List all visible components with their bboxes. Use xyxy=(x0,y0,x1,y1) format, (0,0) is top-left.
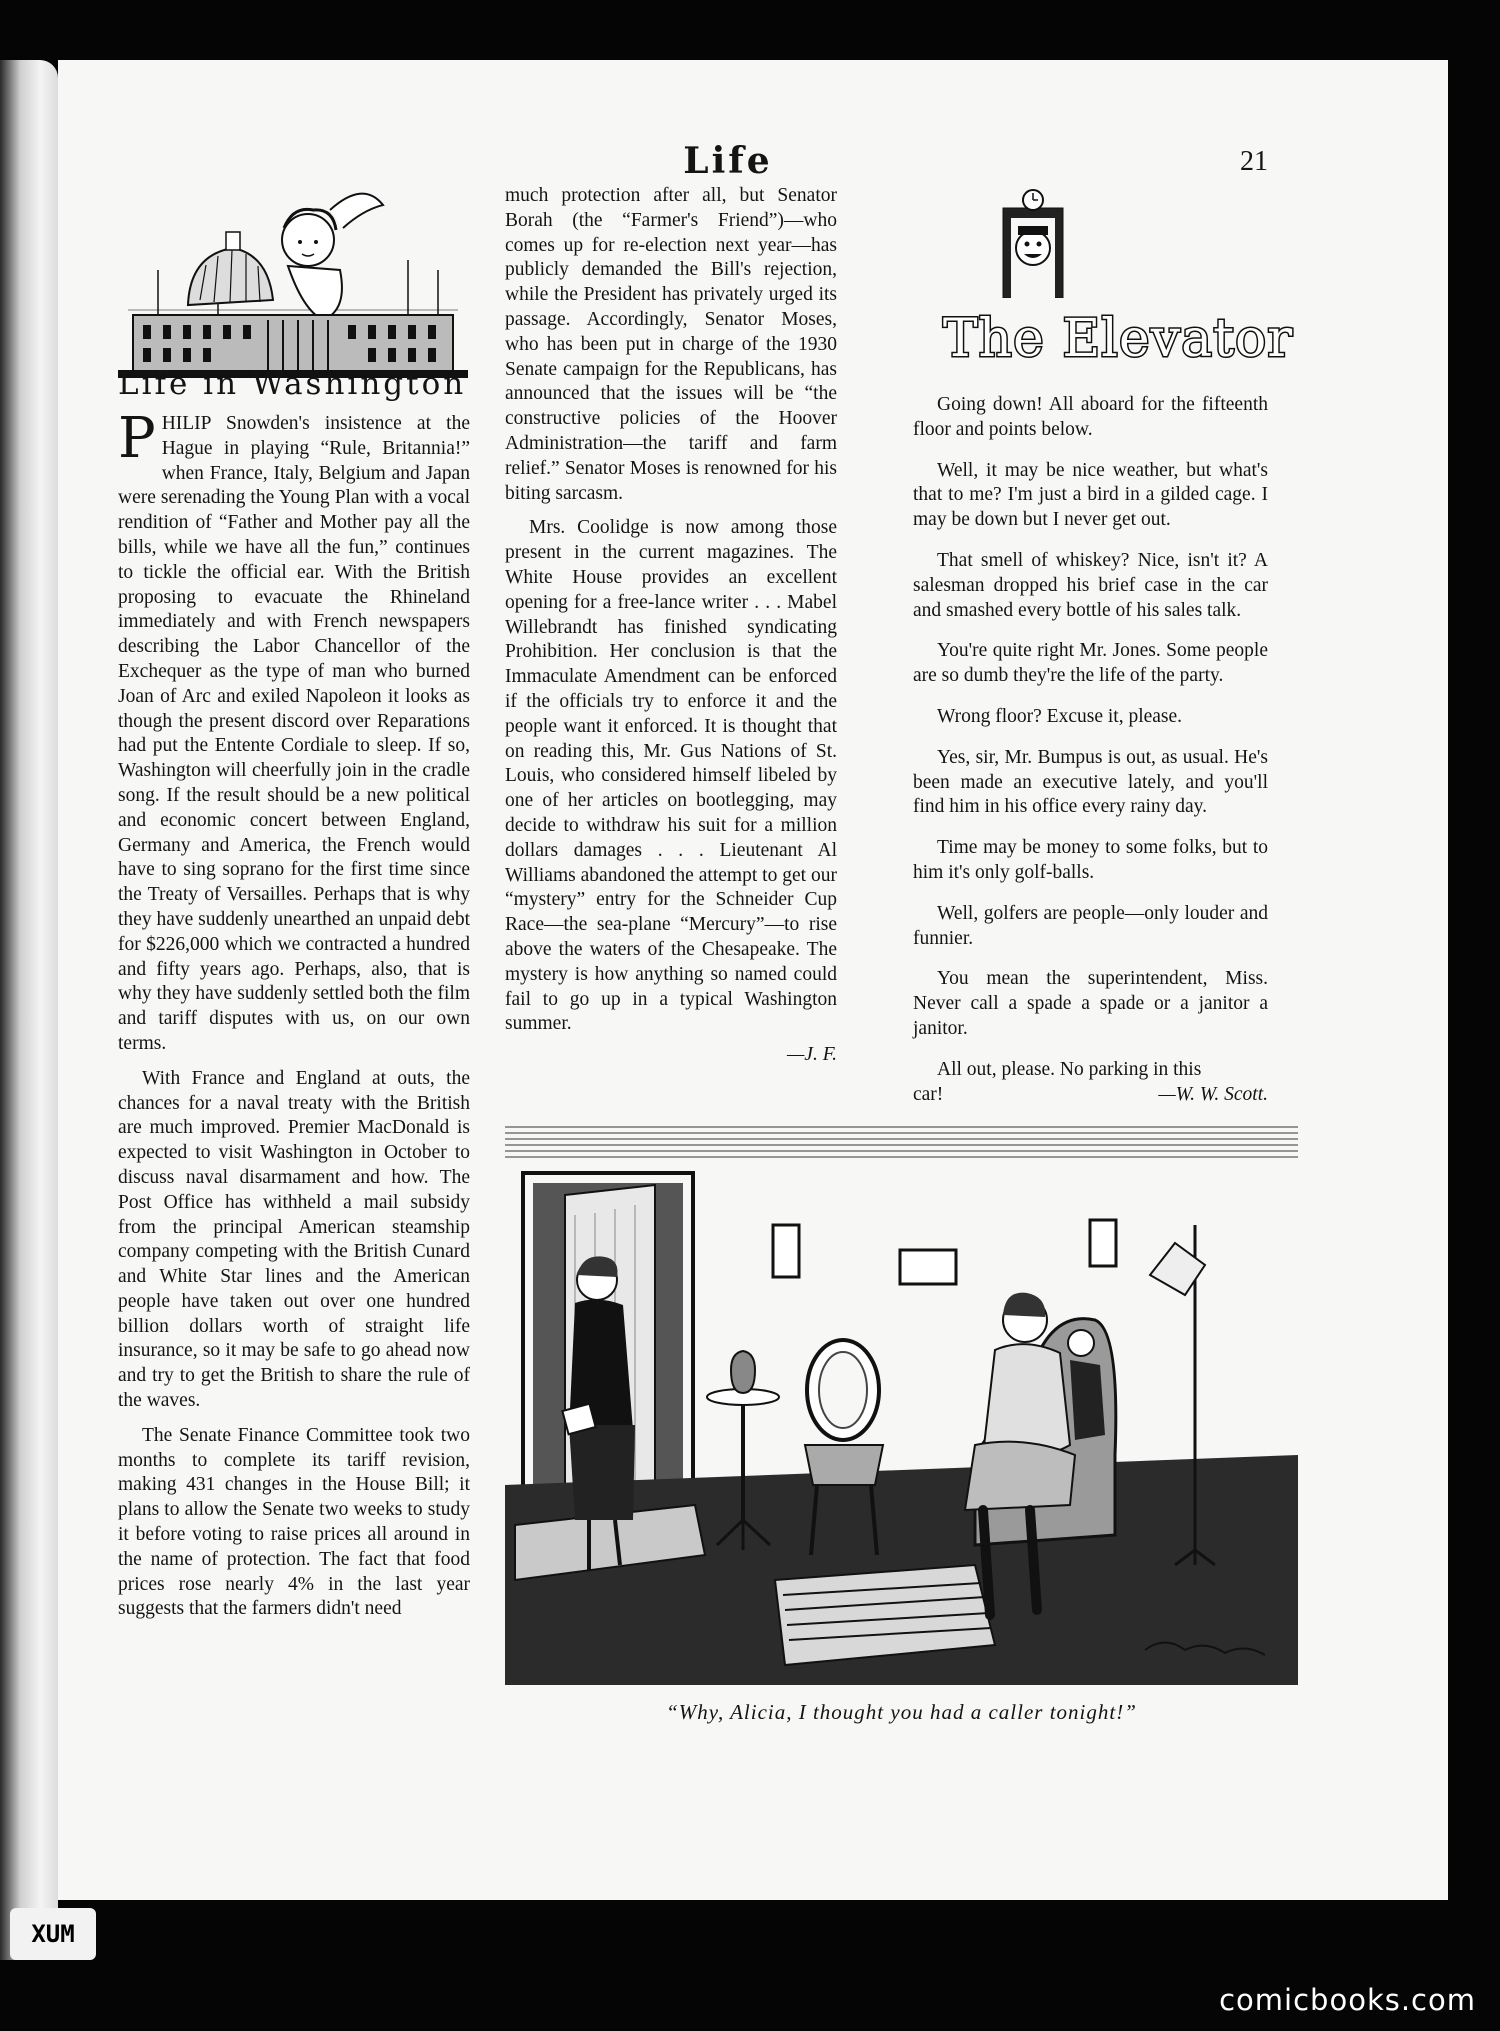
column-2 xyxy=(505,184,837,1068)
elevator-signature: —W. W. Scott. xyxy=(1158,1083,1268,1105)
masthead: Life xyxy=(683,140,773,182)
paragraph-tariff: The Senate Finance Committee took two months to complete its tariff revision, making 431 changes in the House Bill; it plans to allow the Senate two weeks to study it before voting to raise prices all around in the name of protection. The fact that food prices rose nearly 4% in the last year suggests that the farmers didn't need xyxy=(118,1424,470,1620)
elevator-paragraph: That smell of whiskey? Nice, isn't it? A salesman dropped his brief case in the car and smashed every bottle of his sales talk. xyxy=(913,549,1268,621)
elevator-paragraph: You're quite right Mr. Jones. Some people are so dumb they're the life of the party. xyxy=(913,640,1268,687)
paragraph-coolidge: Mrs. Coolidge is now among those present in the current magazines. The White House provides an excellent opening for a free-lance writer . . . Mabel Willebrandt has finished syndicating Prohibition. Her conclusion is that the Immaculate Amendment can be enforced if the officials try to enforce it and the people want it enforced. It is thought that on reading this, Mr. Gus Nations of St. Louis, who considered himself libeled by one of her articles on bootlegging, may decide to withdraw his suit for a million dollars damages . . . Lieutenant Al Williams abandoned the attempt to get our “mystery” entry for the Schneider Cup Race—the sea-plane “Mercury”—to rise above the waters of the Chesapeake. The mystery is how anything so named could fail to go up in a typical Washington summer. xyxy=(505,517,837,1035)
elevator-paragraph: Well, golfers are people—only louder and funnier. xyxy=(913,902,1268,949)
elevator-paragraph: Wrong floor? Excuse it, please. xyxy=(937,705,1183,727)
elevator-heading-text: The Elevator xyxy=(942,309,1294,369)
elevator-paragraph: All out, please. No parking in this xyxy=(937,1058,1202,1080)
column-3 xyxy=(913,393,1268,1107)
cartoon-caption: “Why, Alicia, I thought you had a caller tonight!” xyxy=(666,1700,1137,1724)
elevator-paragraph: You mean the superintendent, Miss. Never call a spade a spade or a janitor a janitor. xyxy=(913,968,1268,1039)
paragraph-borah: much protection after all, but Senator Borah (the “Farmer's Friend”)—who comes up for re-election next year—has publicly demanded the Bill's rejection, while the President has privately urged its passage. Accordingly, Senator Moses, who has been put in charge of the 1930 Senate campaign for the Republicans, has announced that the issues will be “the constructive policies of the Hoover Administration—the tariff and farm relief.” Senator Moses is renowned for his biting sarcasm. xyxy=(505,185,837,504)
elevator-paragraph: Well, it may be nice weather, but what's that to me? I'm just a bird in a gilded cage. I may be down but I never get out. xyxy=(913,459,1268,531)
elevator-paragraph: Going down! All aboard for the fifteenth floor and points below. xyxy=(913,394,1268,440)
parlor-cartoon xyxy=(505,1125,1298,1685)
lead-paragraph-text: HILIP Snowden's insistence at the Hague in playing “Rule, Britannia!” when France, Italy, Belgium and Japan were serenading the Young Plan with a vocal rendition of “Father and Mother pay all the bills, while we have all the fun,” continues to tickle the official ear. With the British proposing to evacuate the Rhineland immediately and with French newspapers describing the Labor Chancellor of the Exchequer as the type of man who burned Joan of Arc and exiled Napoleon it looks as though the present discord over Reparations had put the Entente Cordiale to sleep. If so, Washington will cheerfully join in the cradle song. If the result should be a new political and economic concert between England, Germany and America, the French would have to sing soprano for the first time since the Treaty of Versailles. Perhaps that is why they have suddenly unearthed an unpaid debt for $226,000 which we contracted a hundred and fifty years ago. Perhaps, also, that is why they have suddenly settled both the film and tariff disputes with us, on our own terms. xyxy=(118,413,470,1054)
elevator-paragraph: Time may be money to some folks, but to him it's only golf-balls. xyxy=(913,837,1268,883)
capitol-cherub-illustration xyxy=(118,170,468,380)
elevator-heading-lettering xyxy=(908,298,1328,378)
left-page-edge xyxy=(0,60,58,1960)
elevator-operator-illustration xyxy=(908,188,1128,298)
drop-cap: P xyxy=(118,406,156,471)
elevator-closing-word: car! xyxy=(913,1083,944,1105)
magazine-page xyxy=(58,60,1448,1900)
lead-paragraph xyxy=(118,406,470,1057)
section-title: Life in Washington xyxy=(118,366,467,402)
site-credit: comicbooks.com xyxy=(1219,1983,1476,2017)
corner-label: XUM xyxy=(10,1908,96,1960)
column-1 xyxy=(118,406,470,1632)
author-signature: —J. F. xyxy=(786,1044,837,1066)
page-number: 21 xyxy=(1240,146,1268,177)
elevator-paragraph: Yes, sir, Mr. Bumpus is out, as usual. He's been made an executive lately, and you'll find him in his office every rainy day. xyxy=(913,746,1268,818)
elevator-closing-line xyxy=(913,1083,1268,1108)
paragraph-naval-treaty: With France and England at outs, the chances for a naval treaty with the British are much improved. Premier MacDonald is expected to visit Washington in October to discuss naval disarmament and how. The Post Office has withheld a mail subsidy from the principal American steamship company competing with the British Cunard and White Star lines and the American people have taken out over one hundred billion dollars worth of straight life insurance, so it may be safe to go ahead now and try to get the British to share the rule of the waves. xyxy=(118,1067,470,1412)
